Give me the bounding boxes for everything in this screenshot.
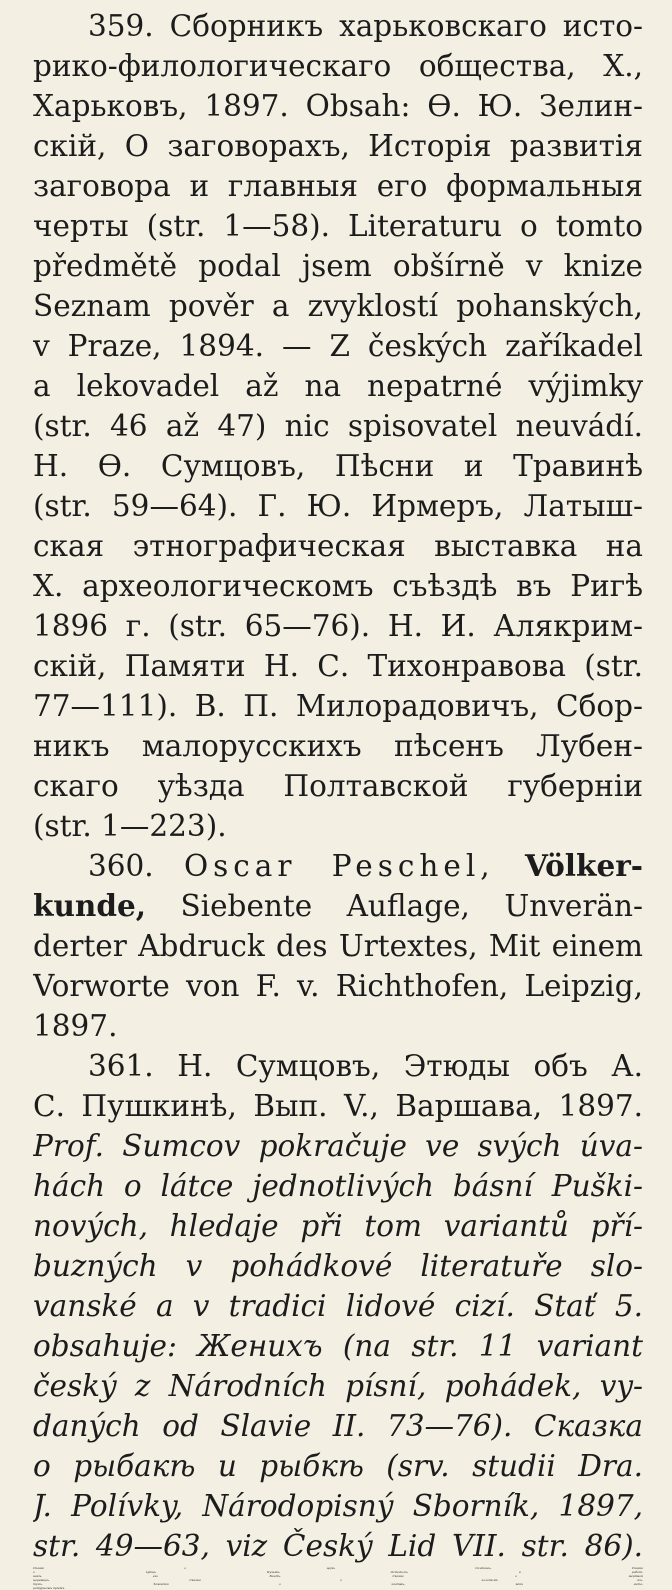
entry-361-line-1: 361. Н. Сумцовъ, Этюды объ А. [88, 1049, 643, 1083]
entry-360-line-1 [88, 846, 643, 886]
entry-359-line-4: скій, О заговорахъ, Исторія развитія [33, 129, 643, 163]
author-name: Oscar Peschel, [183, 849, 495, 883]
entry-361-line-9: český z Národních písní, pohádek, vy- [33, 1369, 643, 1403]
entry-359-line-8: Seznam pověr a zvyklostí pohanských, [33, 289, 643, 323]
entry-361-line-8: obsahuje: Женихъ (na str. 11 variant [33, 1329, 643, 1363]
entry-359-line-21: (str. 1—223). [33, 809, 227, 843]
entry-361-line-6: buzných v pohádkové literatuře slo- [33, 1249, 643, 1283]
entry-359-line-13: (str. 59—64). Г. Ю. Ирмеръ, Латыш- [33, 489, 643, 523]
entry-number: 360. [88, 849, 154, 883]
entry-361-line-17: царевицѣ. Сказка о золотомъ пѣ- [33, 1578, 643, 1582]
entry-359-line-12: Н. Ѳ. Сумцовъ, Пѣсни и Травинѣ [33, 449, 643, 483]
entry-359-line-3: Харьковъ, 1897. Obsah: Ѳ. Ю. Зелин- [33, 89, 643, 123]
entry-361-line-18: тухѣ. Замѣтка о клатвѣ, какъ лите- [33, 1582, 643, 1586]
entry-359-line-14: ская этнографическая выставка на [33, 529, 643, 563]
entry-361-line-13: str. 49—63, viz Český Lid VII. str. 86). [33, 1529, 643, 1563]
entry-359-line-11: (str. 46 až 47) nic spisovatel neuvádí. [33, 409, 643, 443]
entry-361-line-16: никѣ его Балдѣ. Сказка о мертвой [33, 1574, 643, 1578]
entry-359-line-18: 77—111). В. П. Милорадовичъ, Сбор- [33, 689, 643, 723]
entry-359-line-16: 1896 г. (str. 65—76). Н. И. Алякрим- [33, 609, 643, 643]
entry-361-line-11: о рыбакѣ и рыбкѣ (srv. studii Dra. [33, 1449, 643, 1483]
entry-361-line-2: С. Пушкинѣ, Вып. V., Варшава, 1897. [33, 1089, 643, 1123]
work-title: Völker- [524, 848, 643, 883]
entry-360-line-2: kunde, Siebente Auflage, Unverän- [33, 888, 643, 923]
entry-361-line-7: vanské a v tradici lidové cizí. Stať 5. [33, 1289, 643, 1323]
entry-359-line-10: a lekovadel až na nepatrné výjimky [33, 369, 643, 403]
entry-359-line-19: никъ малорусскихъ пѣсенъ Лубен- [33, 729, 643, 763]
entry-359-line-1: 359. Сборникъ харьковскаго исто- [88, 9, 643, 43]
entry-359-line-7: předmětě podal jsem obšírně v knize [33, 249, 643, 283]
entry-361-line-10: daných od Slavie II. 73—76). Сказка [33, 1409, 643, 1443]
entry-361-line-4: hách o látce jednotlivých básní Puški- [33, 1169, 643, 1203]
entry-359-line-20: скаго уѣзда Полтавской губерніи [33, 769, 643, 803]
entry-359-line-17: скій, Памяти Н. С. Тихонравова (str. [33, 649, 643, 683]
entry-359-line-5: заговора и главныя его формальныя [33, 169, 643, 203]
entry-360-line-3: derter Abdruck des Urtextes, Mit einem [33, 929, 643, 963]
entry-361-line-5: nových, hledaje při tom variantů pří- [33, 1209, 643, 1243]
entry-359-line-2: рико-филологическаго общества, X., [33, 49, 643, 83]
work-title-continued: kunde, [33, 888, 147, 923]
entry-number: 359. [88, 9, 154, 43]
entry-361-line-14: Сказка о царѣ Салтанѣ. Сказка [33, 1566, 643, 1570]
entry-359-line-6: черты (str. 1—58). Literaturu o tomto [33, 209, 643, 243]
entry-361-line-19: ратурномѣ пріемъ. [33, 1586, 66, 1590]
entry-359-line-15: X. археологическомъ съѣздѣ въ Ригѣ [33, 569, 643, 603]
entry-number: 361. [88, 1049, 154, 1083]
entry-359-line-9: v Praze, 1894. — Z českých zaříkadel [33, 329, 643, 363]
entry-361-line-12: J. Polívky, Národopisný Sborník, 1897, [33, 1489, 643, 1523]
entry-361-line-15: о купцѣ Кузьмѣ Остополѣ и работ- [33, 1570, 643, 1574]
entry-360-line-5: 1897. [33, 1009, 118, 1043]
entry-361-line-3: Prof. Sumcov pokračuje ve svých úva- [33, 1129, 643, 1163]
entry-360-line-4: Vorworte von F. v. Richthofen, Leipzig, [33, 969, 643, 1003]
